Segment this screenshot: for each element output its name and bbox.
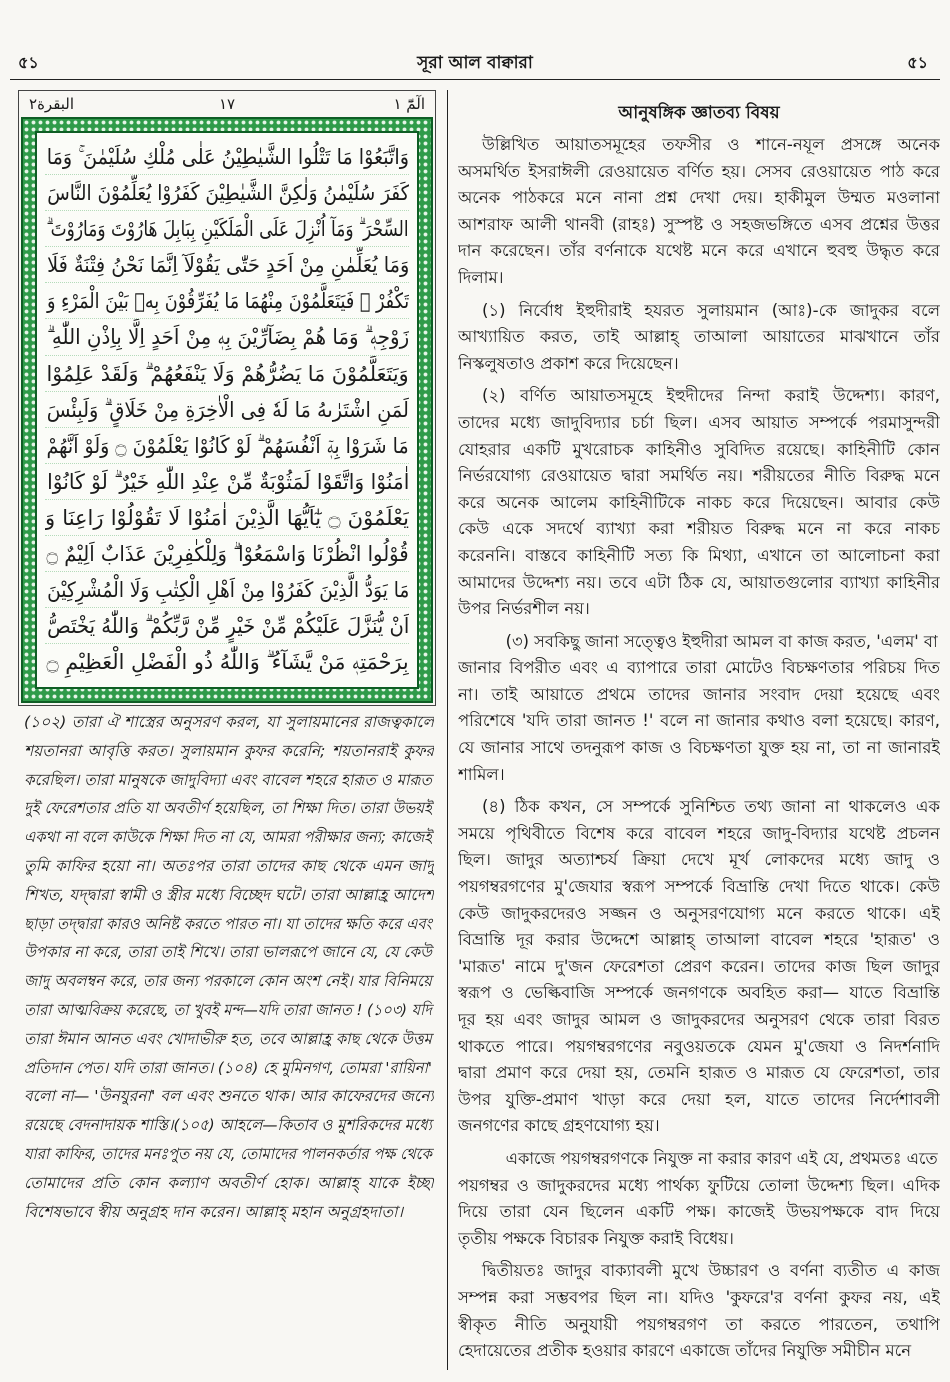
arabic-verse-line-text: زَوْجِهٖ ۗ وَمَا هُمْ بِضَآرِّيْنَ بِهٖ مِنْ اَحَدٍ اِلَّا بِاِذْنِ اللّٰهِ ۗ [46, 325, 409, 350]
commentary-line [458, 1258, 940, 1285]
commentary-line [458, 927, 940, 954]
commentary-line [458, 410, 940, 437]
translation-line-text: যারা কাফির, তাদের মনঃপুত নয় যে, তোমাদের পালনকর্তার পক্ষ থেকে [24, 1144, 432, 1163]
commentary-line-text: করেননি। বাস্তবে কাহিনীটি সত্য কি মিথ্যা, এখানে তা আলোচনা করা [458, 545, 940, 565]
commentary-line-text: আশরাফ আলী থানবী (রাহঃ) সুস্পষ্ট ও সহজভঙ্গিতে এসব প্রশ্নের উত্তর [458, 214, 940, 234]
translation-line-text: জাদু অবলম্বন করে, তার জন্য পরকালে কোন অংশ নেই। যার বিনিময়ে [24, 972, 432, 991]
commentary-line-text: করে অনেক আলেম কাহিনীটিকে নাকচ করে দিয়েছেন। আবার কেউ [458, 492, 940, 512]
translation-line-text: তারা ঈমান আনত এবং খোদাভীরু হত, তবে আল্লাহ্র কাছ থেকে উত্তম [24, 1029, 432, 1048]
commentary-line-text: উপর নির্ভরশীল নয়। [458, 599, 590, 619]
commentary-line [458, 1007, 940, 1034]
arabic-verse-line [45, 644, 409, 680]
page-number-left: ৫১ [18, 53, 39, 72]
arabic-verse-line [45, 211, 409, 247]
commentary-paragraph [458, 383, 940, 622]
translation-line [24, 967, 434, 996]
commentary-line [458, 1285, 940, 1312]
commentary-line [458, 265, 940, 292]
commentary-line-text: থাকতে পারে। পয়গম্বরগণের নবুওয়তকে যেমন মু'জেযা ও নিদর্শনাদি [458, 1036, 940, 1056]
commentary-line [458, 1034, 940, 1061]
translation-line [24, 881, 434, 910]
arabic-verse-line [45, 319, 409, 355]
translation-line-text: একথা না বলে কাউকে শিক্ষা দিত না যে, আমরা পরীক্ষার জন্য; কাজেই [24, 828, 432, 847]
translation-line [24, 823, 434, 852]
commentary-line-text: জনগণের কাছে গ্রহণযোগ্য হয়। [458, 1116, 660, 1136]
arabic-verse-line [45, 500, 409, 536]
commentary-line [458, 847, 940, 874]
commentary-line [458, 298, 940, 325]
commentary-line [458, 185, 940, 212]
arabic-verse-line-text: تَكْفُرْ ۗ فَيَتَعَلَّمُوْنَ مِنْهُمَا مَا يُفَرِّقُوْنَ بِهٖ بَيْنَ الْمَرْءِ وَ [46, 289, 409, 314]
commentary-line [458, 1173, 940, 1200]
commentary-line [458, 463, 940, 490]
commentary-line-text: সময়ে পৃথিবীতে বিশেষ করে বাবেল শহরে জাদু-বিদ্যার যথেষ্ট প্রচলন [458, 823, 940, 843]
arabic-verse-line [45, 247, 409, 283]
translation-line-text: রয়েছে বেদনাদায়ক শাস্তি।(১০৫) আহলে—কিতাব ও মুশরিকদের মধ্যে [24, 1116, 432, 1135]
column-divider [447, 90, 448, 1370]
translation-line-text: ছাড়া তদ্দ্বারা কারও অনিষ্ট করতে পারত না। যা তাদের ক্ষতি করে এবং [24, 914, 432, 933]
commentary-line-text: নির্ভরযোগ্য রেওয়ায়েত দ্বারা সমর্থিত নয়। শরীয়তের নীতি বিরুদ্ধ মনে [458, 466, 940, 486]
arabic-verse-line-text: وَمَا يُعَلِّمٰنِ مِنْ اَحَدٍ حَتّٰى يَقُوْلَآ اِنَّمَا نَحْنُ فِتْنَةٌ فَلَا [46, 253, 409, 278]
commentary-line [458, 351, 940, 378]
translation-line [24, 737, 434, 766]
commentary-line [458, 516, 940, 543]
arabic-verse-line [45, 356, 409, 392]
commentary-paragraph [458, 1258, 940, 1364]
translation-line-text: দুই ফেরেশতার প্রতি যা অবতীর্ণ হয়েছিল, তা শিক্ষা দিত। তারা উভয়ই [24, 799, 432, 818]
commentary-line-text: পরিশেষে 'যদি তারা জানত !' বলে না জানার কথাও বলা হয়েছে। কারণ, [458, 711, 940, 731]
arabic-verse-line-text: اَنْ يُّنَزَّلَ عَلَيْكُمْ مِّنْ خَيْرٍ مِّنْ رَّبِّكُمْ ۗ وَاللّٰهُ يَخْتَصُّ [46, 614, 409, 639]
commentary-line-text: (১) নির্বোধ ইহুদীরাই হযরত সুলায়মান (আঃ)-কে জাদুকর বলে [482, 300, 940, 320]
commentary-line-text: স্বীকৃত নীতি অনুযায়ী পয়গম্বরগণ তা করতে পারতেন, তথাপি [458, 1314, 940, 1334]
arabic-verse-line-text: اٰمَنُوْا وَاتَّقَوْا لَمَثُوْبَةٌ مِّنْ عِنْدِ اللّٰهِ خَيْرٌ ۗ لَوْ كَانُوْا [46, 469, 409, 494]
commentary-line [458, 490, 940, 517]
commentary-line-text: কেউ জাদুকরদেরও সজ্জন ও অনুসরণযোগ্য মনে করতে থাকে। এই [458, 903, 940, 923]
juz-label: الٓمّٓ ١ [393, 95, 425, 113]
translation-line-text: শয়তানরা আবৃত্তি করত। সুলায়মান কুফর করেনি; শয়তানরাই কুফর [24, 741, 434, 760]
commentary-line-text: উল্লিখিত আয়াতসমূহের তফসীর ও শানে-নযূল প্রসঙ্গে অনেক [482, 135, 940, 154]
commentary-line-text: দ্বিতীয়তঃ জাদুর বাক্যাবলী মুখে উচ্চারণ ও বর্ণনা ব্যতীত এ কাজ [482, 1261, 940, 1281]
translation-line-text: করেছিল। তারা মানুষকে জাদুবিদ্যা এবং বাবেল শহরে হারূত ও মারূত [24, 770, 432, 789]
commentary-line-text: অনেক পাঠকরে মনে নানা প্রশ্ন দেখা দেয়। হাকীমুল উম্মত মওলানা [458, 188, 940, 208]
commentary-line-text: স্বরূপ ও ভেল্কিবাজি সম্পর্কে জনগণকে অবহিত করা— যাতে বিভ্রান্তি [458, 983, 940, 1003]
commentary-line [458, 682, 940, 709]
commentary-line [458, 735, 940, 762]
bengali-translation [24, 708, 434, 1226]
page-number-right: ৫১ [907, 53, 928, 72]
commentary-line [458, 212, 940, 239]
commentary-body [458, 132, 940, 1365]
commentary-line [458, 954, 940, 981]
commentary-line-text: জানার বিপরীত এবং এ ব্যাপারে তারা মোটেও বিচক্ষণতার পরিচয় দিত [458, 658, 940, 678]
arabic-verse-line [45, 139, 409, 175]
commentary-line [458, 629, 940, 656]
commentary-line [458, 1199, 940, 1226]
commentary-line [458, 708, 940, 735]
commentary-line-text: না। তাই আয়াতে প্রথমে তাদের জানার সংবাদ দেয়া হয়েছে এবং [458, 684, 940, 704]
arabic-verse-line-text: لَمَنِ اشْتَرٰىهُ مَا لَهٗ فِى الْاٰخِرَةِ مِنْ خَلَاقٍ ۗ وَلَبِئْسَ [46, 397, 409, 422]
commentary-line [458, 901, 940, 928]
translation-line [24, 1082, 434, 1111]
commentary-line [458, 874, 940, 901]
ornamental-green-border [21, 117, 433, 703]
commentary-paragraph [458, 132, 940, 292]
commentary-line [458, 980, 940, 1007]
commentary-line [458, 1087, 940, 1114]
quran-panel-labels [19, 91, 435, 117]
commentary-line [458, 1226, 940, 1253]
commentary-line [458, 1312, 940, 1339]
commentary-line-text: বিভ্রান্তি দূর করার উদ্দেশে আল্লাহ্ তাআলা বাবেল শহরে 'হারূত' ও [458, 930, 940, 950]
commentary-paragraph [458, 298, 940, 378]
commentary-paragraph [458, 794, 940, 1140]
translation-line [24, 1169, 434, 1198]
translation-line-text: বলো না— 'উনযুরনা' বল এবং শুনতে থাক। আর কাফেরদের জন্যে [24, 1087, 434, 1106]
translation-line-text: তোমাদের প্রতি কোন কল্যাণ অবতীর্ণ হোক। আল্লাহ্ যাকে ইচ্ছা [24, 1173, 434, 1192]
commentary-line-text: তৃতীয় পক্ষকে বিচারক নিযুক্ত করাই বিধেয়। [458, 1228, 734, 1248]
arabic-verse-line-text: السِّحْرَ ۗ وَمَآ اُنْزِلَ عَلَى الْمَلَكَيْنِ بِبَابِلَ هَارُوْتَ وَمَارُوْتَ ۗ [46, 217, 409, 242]
commentary-line [458, 543, 940, 570]
arabic-verse-line-text: كَفَرَ سُلَيْمٰنُ وَلٰكِنَّ الشَّيٰطِيْنَ كَفَرُوْا يُعَلِّمُوْنَ النَّاسَ [46, 181, 409, 206]
translation-line-text: প্রতিদান পেত। যদি তারা জানত। (১০৪) হে মুমিনগণ, তোমরা 'রায়িনা' [24, 1058, 432, 1077]
commentary-line-text: উপর যুক্তি-প্রমাণ খাড়া করে দেয়া হল, যাতে তাদের নির্দেশাবলী [458, 1089, 940, 1109]
translation-line [24, 1140, 434, 1169]
commentary-line-text: (৩) সবকিছু জানা সত্ত্বেও ইহুদীরা আমল বা কাজ করত, 'এলম' বা [505, 631, 938, 651]
quran-text-panel [18, 90, 436, 706]
arabic-verse-line-text: وَيَتَعَلَّمُوْنَ مَا يَضُرُّهُمْ وَلَا يَنْفَعُهُمْ ۗ وَلَقَدْ عَلِمُوْا [46, 361, 409, 386]
arabic-verse-line [45, 428, 409, 464]
commentary-line-text: নিস্কলুষতাও প্রকাশ করে দিয়েছেন। [458, 353, 679, 373]
commentary-line [458, 1338, 940, 1365]
translation-line [24, 1025, 434, 1054]
commentary-line-text: অসমর্থিত ইসরাঈলী রেওয়ায়েত বর্ণিত হয়। সেসব রেওয়ায়েত পাঠ করে [458, 161, 940, 181]
commentary-line-text: ছিল। জাদুর অত্যাশ্চর্য ক্রিয়া দেখে মূর্খ লোকদের মধ্যে জাদু ও [458, 850, 940, 870]
commentary-line-text: 'মারূত' নামে দু'জন ফেরেশতা প্রেরণ করেন। তাদের কাজ ছিল জাদুর [458, 956, 940, 976]
commentary-line-text: সম্পন্ন করা সম্ভবপর ছিল না। যদিও 'কুফরে'র বর্ণনা কুফর নয়, এই [458, 1287, 940, 1307]
translation-line [24, 996, 434, 1025]
translation-line-text: (১০২) তারা ঐ শাস্ত্রের অনুসরণ করল, যা সুলায়মানের রাজত্বকালে [24, 713, 434, 731]
commentary-heading [458, 100, 940, 126]
commentary-line [458, 596, 940, 623]
commentary-line-text: যে জানার সাথে তদনুরূপ কাজ ও বিচক্ষণতা যুক্ত হয় না, তা না জানারই [458, 738, 940, 758]
commentary-line-text: (২) বর্ণিত আয়াতসমূহে ইহুদীদের নিন্দা করাই উদ্দেশ্য। কারণ, [482, 386, 940, 406]
commentary-line [458, 383, 940, 410]
commentary-line [458, 238, 940, 265]
translation-line [24, 938, 434, 967]
arabic-verse-line [45, 572, 409, 608]
arabic-verse-line [45, 464, 409, 500]
translation-line-text: শিখত, যদ্দ্বারা স্বামী ও স্ত্রীর মধ্যে বিচ্ছেদ ঘটে। তারা আল্লাহ্র আদেশ [24, 885, 434, 904]
arabic-verse-line-text: بِرَحْمَتِهٖ مَنْ يَّشَآءُ ۗ وَاللّٰهُ ذُو الْفَضْلِ الْعَظِيْمِ ۝ [46, 650, 409, 675]
commentary-line [458, 655, 940, 682]
commentary-line-text: হেদায়েতের প্রতীক হওয়ার কারণে একাজে তাঁদের নিযুক্তি সমীচীন মনে [458, 1341, 912, 1361]
arabic-verse-line-text: وَاتَّبَعُوْا مَا تَتْلُوا الشَّيٰطِيْنُ عَلٰى مُلْكِ سُلَيْمٰنَ ۚ وَمَا [46, 145, 409, 169]
arabic-verse-line [45, 608, 409, 644]
arabic-verse-line [45, 283, 409, 319]
translation-line [24, 910, 434, 939]
arabic-verse-line-text: مَا شَرَوْا بِهٖٓ اَنْفُسَهُمْ ۗ لَوْ كَانُوْا يَعْلَمُوْنَ ۝ وَلَوْ اَنَّهُمْ [46, 433, 409, 458]
translation-line [24, 708, 434, 737]
arabic-verse-line [45, 392, 409, 428]
commentary-line [458, 1113, 940, 1140]
mushaf-page-marker: ١٧ [218, 95, 236, 113]
commentary-heading-text: আনুষঙ্গিক জ্ঞাতব্য বিষয় [618, 103, 780, 123]
arabic-verses [35, 131, 419, 689]
commentary-paragraph [458, 1146, 940, 1252]
translation-line-text: তুমি কাফির হয়ো না। অতঃপর তারা তাদের কাছ থেকে এমন জাদু [24, 856, 434, 875]
commentary-line-text: পয়গম্বরগণের মু'জেযার স্বরূপ সম্পর্কে বিভ্রান্তি দেখা দিতে থাকে। কেউ [458, 877, 940, 897]
commentary-line-text: দান করেছেন। তাঁর বর্ণনাকে যথেষ্ট মনে করে এখানে হুবহু উদ্ধৃত করে [458, 241, 940, 261]
commentary-line [458, 762, 940, 789]
commentary-line [458, 437, 940, 464]
translation-line [24, 1111, 434, 1140]
commentary-line-text: (৪) ঠিক কখন, সে সম্পর্কে সুনিশ্চিত তথ্য জানা না থাকলেও এক [482, 797, 940, 817]
commentary-line [458, 821, 940, 848]
header-rule [10, 79, 940, 80]
translation-line [24, 766, 434, 795]
commentary-line [458, 794, 940, 821]
arabic-verse-line-text: يَعْلَمُوْنَ ۝ يٰٓاَيُّهَا الَّذِيْنَ اٰمَنُوْا لَا تَقُوْلُوْا رَاعِنَا وَ [45, 505, 409, 530]
running-header [0, 50, 950, 74]
translation-line-text: তারা আত্মবিক্রয় করেছে, তা খুবই মন্দ—যদি তারা জানত ! (১০৩) যদি [24, 1000, 432, 1019]
commentary-line [458, 570, 940, 597]
commentary-line-text: যোহরার একটি মুখরোচক কাহিনীও সুবিদিত রয়েছে। কাহিনীটি কোন [458, 439, 940, 459]
translation-line-text: বিশেষভাবে স্বীয় অনুগ্রহ দান করেন। আল্লাহ্ মহান অনুগ্রহদাতা। [24, 1202, 404, 1221]
commentary-line-text: আমাদের উদ্দেশ্য নয়। তবে এটা ঠিক যে, আয়াতগুলোর ব্যাখ্যা কাহিনীর [458, 572, 940, 592]
commentary-line [458, 1146, 940, 1173]
commentary-line [458, 159, 940, 186]
translation-line [24, 794, 434, 823]
surah-label: البقرة٢ [29, 95, 75, 113]
translation-line [24, 1054, 434, 1083]
commentary-line [458, 1060, 940, 1087]
commentary-line [458, 132, 940, 159]
translation-line-text: উপকার না করে, তারা তাই শিখে। তারা ভালরূপে জানে যে, যে কেউ [24, 943, 432, 962]
arabic-verse-line [45, 175, 409, 211]
arabic-verse-line-text: مَا يَوَدُّ الَّذِيْنَ كَفَرُوْا مِنْ اَهْلِ الْكِتٰبِ وَلَا الْمُشْرِكِيْنَ [46, 578, 409, 603]
translation-line [24, 852, 434, 881]
commentary-line-text: তাদের মধ্যে জাদুবিদ্যার চর্চা ছিল। এসব আয়াত সম্পর্কে পরমাসুন্দরী [458, 412, 940, 432]
arabic-verse-line-text: قُوْلُوا انْظُرْنَا وَاسْمَعُوْا ۗ وَلِلْكٰفِرِيْنَ عَذَابٌ اَلِيْمٌ ۝ [46, 542, 409, 567]
translation-line [24, 1198, 434, 1227]
commentary-line-text: পয়গম্বর ও জাদুকরদের মধ্যে পার্থক্য ফুটিয়ে তোলা উদ্দেশ্য ছিল। এদিক [458, 1175, 940, 1195]
commentary-column [458, 100, 940, 1365]
commentary-line-text: দ্বারা প্রমাণ করে দেয়া হয়, তেমনি হারূত ও মারূত যে ফেরেশতা, তার [458, 1063, 940, 1083]
commentary-line-text: শামিল। [458, 764, 505, 784]
surah-title: সূরা আল বাক্বারা [417, 53, 533, 73]
commentary-line-text: একাজে পয়গম্বরগণকে নিযুক্ত না করার কারণ এই যে, প্রথমতঃ এতে [505, 1148, 938, 1168]
arabic-verse-line [45, 536, 409, 572]
commentary-line [458, 324, 940, 351]
commentary-line-text: দূর হয় এবং জাদুর আমল ও জাদুকরদের অনুসরণ থেকে তারা বিরত [458, 1010, 940, 1029]
commentary-line-text: আখ্যায়িত করত, তাই আল্লাহ্ তাআলা আয়াতের মাঝখানে তাঁর [458, 327, 940, 347]
commentary-paragraph [458, 629, 940, 789]
commentary-line-text: দিয়ে তারা যেন ছিলেন একটি পক্ষ। কাজেই উভয়পক্ষকে বাদ দিয়ে [458, 1202, 940, 1222]
commentary-line-text: দিলাম। [458, 267, 504, 287]
commentary-line-text: কেউ একে সদর্থে ব্যাখ্যা করা শরীয়ত বিরুদ্ধ মনে না করে নাকচ [458, 519, 940, 539]
